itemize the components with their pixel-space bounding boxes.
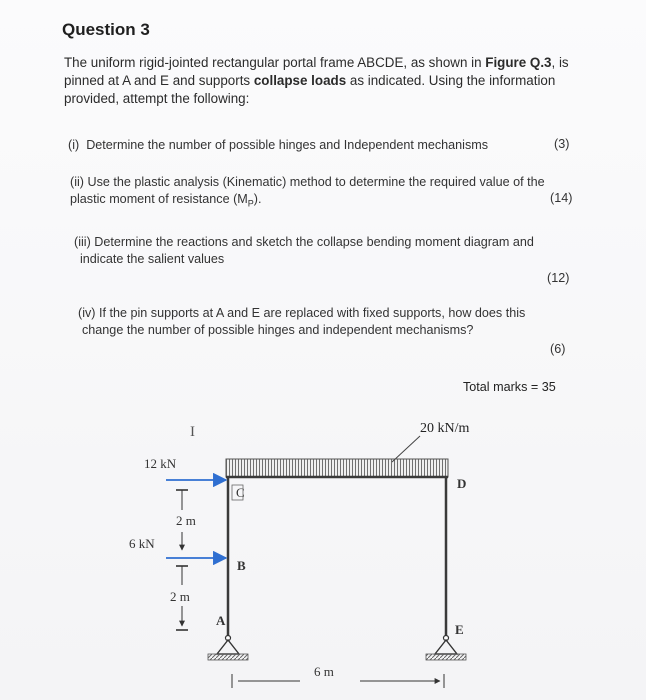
udl-block (226, 459, 448, 477)
part-i-label: (i) (68, 138, 80, 152)
intro-figure-ref: Figure Q.3 (485, 55, 552, 70)
load-12kn-label: 12 kN (144, 456, 177, 471)
dim-lower-label: 2 m (170, 589, 190, 604)
part-i (68, 137, 528, 154)
part-ii-text-2: plastic moment of resistance (M (70, 192, 248, 206)
dim-upper-label: 2 m (176, 513, 196, 528)
node-b-label: B (237, 558, 246, 573)
part-iii-line1 (74, 234, 574, 251)
part-ii-line1 (70, 174, 590, 191)
figure-marker-i: I (190, 424, 195, 440)
pin-support-e (426, 636, 466, 661)
node-c-label: C (236, 485, 245, 500)
question-title: Question 3 (62, 20, 150, 39)
part-ii-text-1: Use the plastic analysis (Kinematic) method to determine the required value of the (87, 175, 545, 189)
part-ii-line2 (70, 191, 590, 213)
node-e-label: E (455, 622, 464, 637)
node-a-label: A (216, 613, 226, 628)
part-i-marks: (3) (554, 137, 570, 151)
part-iii-line2: indicate the salient values (80, 252, 225, 266)
part-i-text: Determine the number of possible hinges and Independent mechanisms (86, 138, 489, 152)
part-iv-line2: change the number of possible hinges and independent mechanisms? (82, 323, 474, 337)
part-iii-text-1: Determine the reactions and sketch the collapse bending moment diagram and (94, 235, 534, 249)
udl-label: 20 kN/m (420, 421, 470, 436)
part-iv-marks: (6) (550, 342, 566, 356)
dim-span-label: 6 m (314, 664, 334, 679)
part-iii-label: (iii) (74, 235, 91, 249)
part-iv (78, 305, 568, 339)
part-ii-label: (ii) (70, 175, 84, 189)
part-ii (70, 174, 590, 213)
part-iii-marks: (12) (547, 271, 570, 285)
node-d-label: D (457, 476, 467, 491)
intro-bold-phrase: collapse loads (253, 73, 347, 88)
total-marks: Total marks = 35 (463, 380, 556, 394)
load-6kn-label: 6 kN (129, 536, 155, 551)
udl-leader-line (392, 436, 420, 462)
part-ii-text-2-end: ). (253, 192, 262, 206)
part-iv-label: (iv) (78, 306, 96, 320)
question-intro (64, 54, 594, 108)
portal-frame-figure (0, 410, 646, 700)
part-ii-subscript: P (247, 198, 254, 209)
part-iii (74, 234, 574, 268)
intro-text-3: as indicated. Using the information provided, attempt the following: (64, 73, 556, 106)
part-iv-line1 (78, 305, 568, 322)
part-iv-text-1: If the pin supports at A and E are replaced with fixed supports, how does this (98, 306, 526, 320)
dimension-span-6m (232, 674, 444, 688)
part-ii-marks: (14) (550, 191, 573, 205)
pin-support-a (208, 636, 248, 661)
intro-text-1: The uniform rigid-jointed rectangular portal frame ABCDE, as shown in (64, 55, 486, 70)
intro-text-2: , is pinned at A and E and supports (64, 55, 569, 88)
